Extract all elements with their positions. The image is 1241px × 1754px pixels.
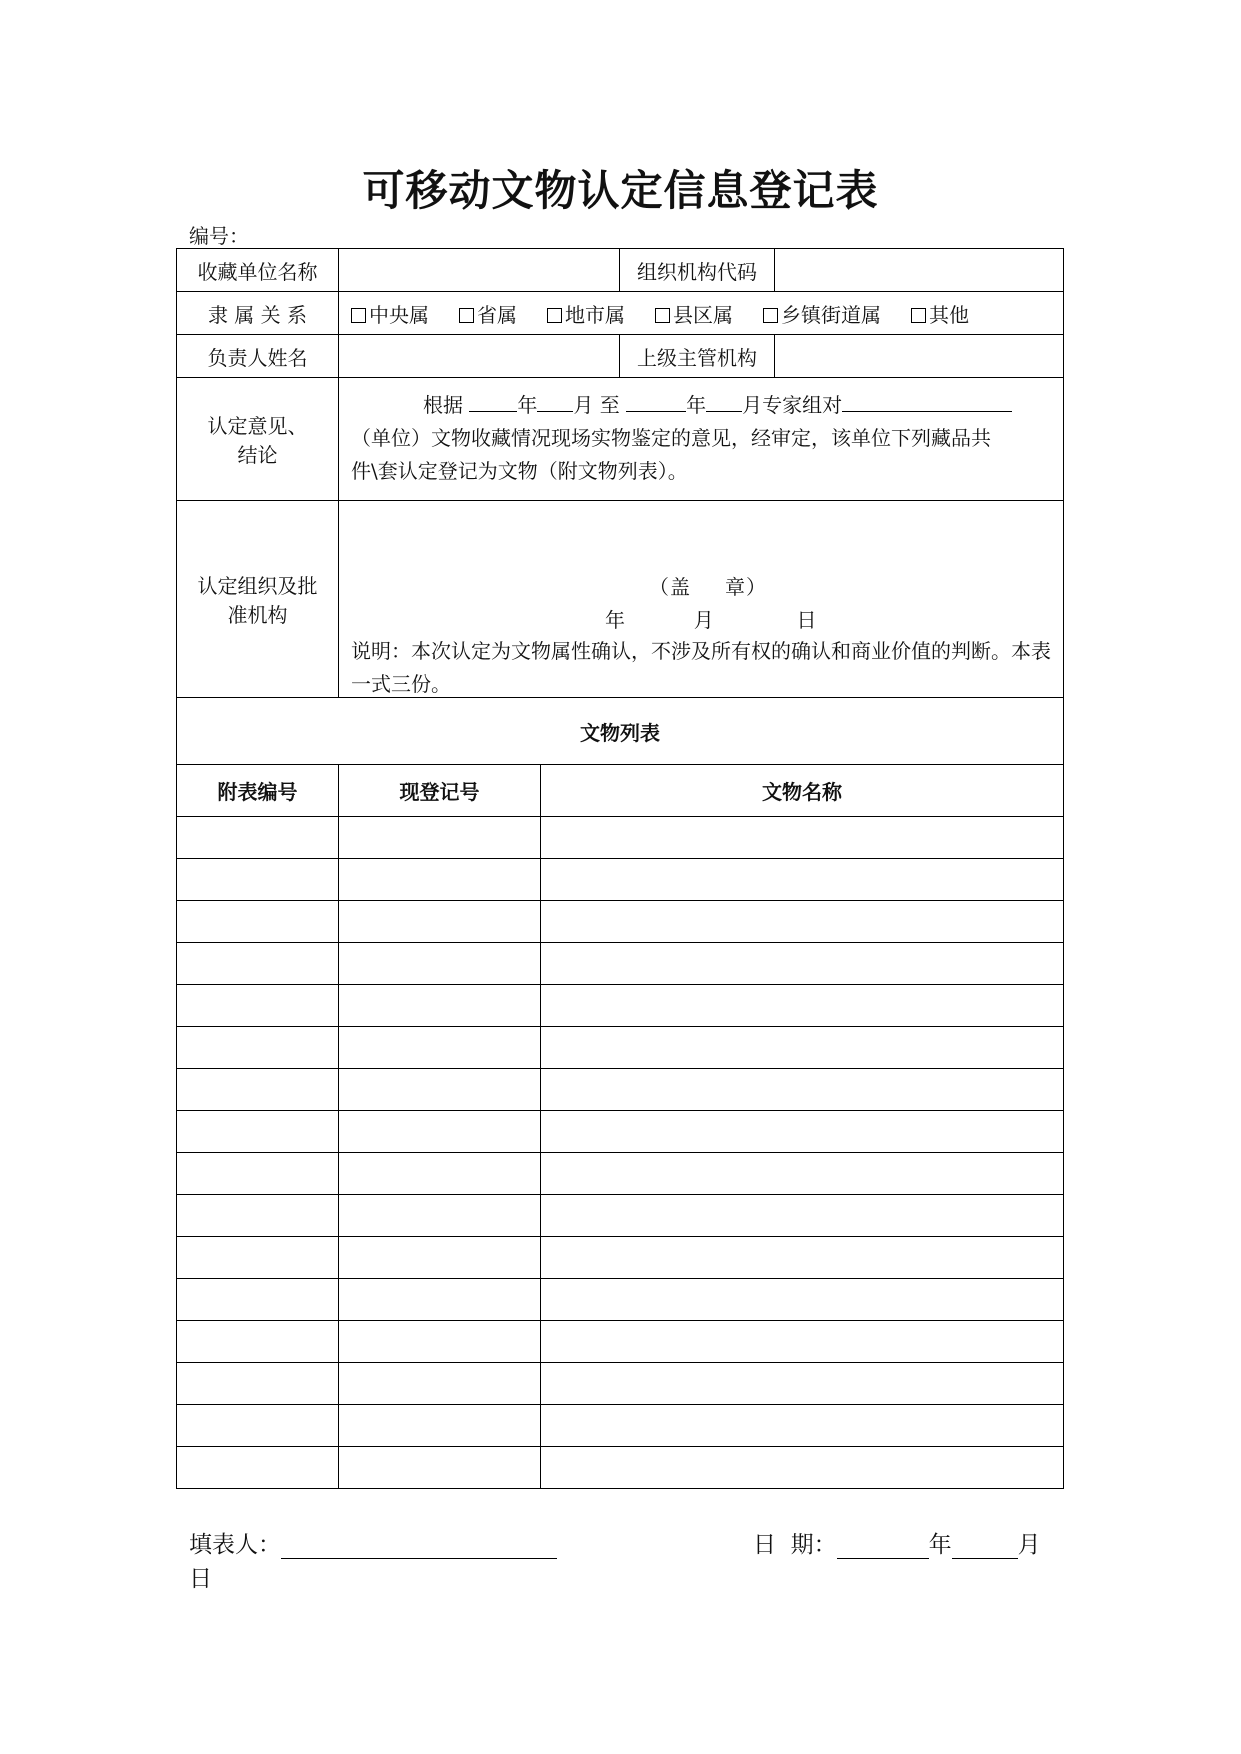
affiliation-option-city[interactable]: 地市属 bbox=[547, 299, 625, 328]
note-text: 说明：本次认定为文物属性确认，不涉及所有权的确认和商业价值的判断。本表一式三份。 bbox=[351, 639, 1051, 696]
table-row bbox=[177, 1069, 1064, 1111]
registration-no-cell[interactable] bbox=[339, 943, 541, 985]
registration-form bbox=[176, 248, 1064, 1489]
checkbox-icon[interactable] bbox=[763, 308, 778, 323]
registration-no-cell[interactable] bbox=[339, 1321, 541, 1363]
appendix-no-cell[interactable] bbox=[177, 1069, 339, 1111]
table-row bbox=[177, 1321, 1064, 1363]
year-line[interactable] bbox=[837, 1534, 929, 1559]
relic-name-cell[interactable] bbox=[541, 1069, 1064, 1111]
table-row bbox=[177, 943, 1064, 985]
seal-text: （盖 章） bbox=[649, 575, 767, 599]
registration-no-cell[interactable] bbox=[339, 1027, 541, 1069]
appendix-no-cell[interactable] bbox=[177, 1279, 339, 1321]
table-row bbox=[177, 1405, 1064, 1447]
footer-day: 日 bbox=[189, 1566, 212, 1592]
checkbox-icon[interactable] bbox=[911, 308, 926, 323]
affiliation-option-other[interactable]: 其他 bbox=[911, 299, 969, 328]
registration-no-cell[interactable] bbox=[339, 1153, 541, 1195]
month-line[interactable] bbox=[952, 1534, 1018, 1559]
doc-number-label: 编号： bbox=[189, 224, 249, 248]
appendix-no-cell[interactable] bbox=[177, 859, 339, 901]
affiliation-option-township[interactable]: 乡镇街道属 bbox=[763, 299, 881, 328]
relic-name-cell[interactable] bbox=[541, 1237, 1064, 1279]
relic-name-cell[interactable] bbox=[541, 1447, 1064, 1489]
appendix-no-cell[interactable] bbox=[177, 943, 339, 985]
table-row bbox=[177, 1447, 1064, 1489]
appendix-no-cell[interactable] bbox=[177, 1363, 339, 1405]
fill-date-field: 日 期： 年 月 bbox=[753, 1532, 1041, 1558]
blank-expert-group[interactable] bbox=[842, 391, 1012, 412]
org-code-field[interactable] bbox=[775, 249, 1064, 292]
approval-label: 认定组织及批 准机构 bbox=[177, 501, 339, 698]
registration-no-cell[interactable] bbox=[339, 1279, 541, 1321]
col-header-relic-name: 文物名称 bbox=[541, 765, 1064, 817]
blank-month[interactable] bbox=[537, 391, 573, 412]
appendix-no-cell[interactable] bbox=[177, 1321, 339, 1363]
registration-no-cell[interactable] bbox=[339, 1069, 541, 1111]
leader-field[interactable] bbox=[339, 335, 620, 378]
relic-name-cell[interactable] bbox=[541, 901, 1064, 943]
page-title: 可移动文物认定信息登记表 bbox=[362, 166, 879, 215]
approval-cell bbox=[339, 501, 1064, 698]
appendix-no-cell[interactable] bbox=[177, 1027, 339, 1069]
relic-name-cell[interactable] bbox=[541, 1363, 1064, 1405]
table-row bbox=[177, 1027, 1064, 1069]
superior-label: 上级主管机构 bbox=[620, 335, 775, 378]
checkbox-icon[interactable] bbox=[655, 308, 670, 323]
table-row bbox=[177, 817, 1064, 859]
opinion-label: 认定意见、 结论 bbox=[177, 378, 339, 501]
opinion-cell bbox=[339, 378, 1064, 501]
table-row bbox=[177, 901, 1064, 943]
appendix-no-cell[interactable] bbox=[177, 1111, 339, 1153]
appendix-no-cell[interactable] bbox=[177, 901, 339, 943]
table-row bbox=[177, 1237, 1064, 1279]
checkbox-icon[interactable] bbox=[459, 308, 474, 323]
affiliation-options bbox=[339, 292, 1064, 335]
appendix-no-cell[interactable] bbox=[177, 985, 339, 1027]
relic-name-cell[interactable] bbox=[541, 1111, 1064, 1153]
appendix-no-cell[interactable] bbox=[177, 1195, 339, 1237]
blank-year[interactable] bbox=[469, 391, 517, 412]
table-row bbox=[177, 1111, 1064, 1153]
table-row bbox=[177, 985, 1064, 1027]
org-code-label: 组织机构代码 bbox=[620, 249, 775, 292]
registration-no-cell[interactable] bbox=[339, 817, 541, 859]
superior-field[interactable] bbox=[775, 335, 1064, 378]
registration-no-cell[interactable] bbox=[339, 1363, 541, 1405]
table-row bbox=[177, 1195, 1064, 1237]
col-header-appendix-no: 附表编号 bbox=[177, 765, 339, 817]
relic-name-cell[interactable] bbox=[541, 859, 1064, 901]
relic-name-cell[interactable] bbox=[541, 1405, 1064, 1447]
registration-no-cell[interactable] bbox=[339, 1447, 541, 1489]
blank-year-2[interactable] bbox=[626, 391, 686, 412]
registration-no-cell[interactable] bbox=[339, 859, 541, 901]
table-row bbox=[177, 1153, 1064, 1195]
appendix-no-cell[interactable] bbox=[177, 817, 339, 859]
opinion-text: 根据 年 月 至 年 月专家组对 （单位）文物收藏情况现场实物鉴定的意见，经审定，该单位下列藏品共 件\套认定登记为文物（附文物列表）。 bbox=[339, 381, 1063, 498]
relic-name-cell[interactable] bbox=[541, 943, 1064, 985]
relic-name-cell[interactable] bbox=[541, 1153, 1064, 1195]
appendix-no-cell[interactable] bbox=[177, 1447, 339, 1489]
collector-field[interactable] bbox=[339, 249, 620, 292]
relic-name-cell[interactable] bbox=[541, 1195, 1064, 1237]
table-row bbox=[177, 1363, 1064, 1405]
relic-name-cell[interactable] bbox=[541, 1027, 1064, 1069]
table-row bbox=[177, 1279, 1064, 1321]
filler-line[interactable] bbox=[281, 1534, 557, 1559]
appendix-no-cell[interactable] bbox=[177, 1237, 339, 1279]
affiliation-option-province[interactable]: 省属 bbox=[459, 299, 517, 328]
checkbox-icon[interactable] bbox=[351, 308, 366, 323]
appendix-no-cell[interactable] bbox=[177, 1153, 339, 1195]
affiliation-option-county[interactable]: 县区属 bbox=[655, 299, 733, 328]
table-row bbox=[177, 859, 1064, 901]
relic-name-cell[interactable] bbox=[541, 817, 1064, 859]
relic-name-cell[interactable] bbox=[541, 985, 1064, 1027]
relic-name-cell[interactable] bbox=[541, 1321, 1064, 1363]
checkbox-icon[interactable] bbox=[547, 308, 562, 323]
registration-no-cell[interactable] bbox=[339, 1111, 541, 1153]
col-header-registration-no: 现登记号 bbox=[339, 765, 541, 817]
registration-no-cell[interactable] bbox=[339, 1237, 541, 1279]
appendix-no-cell[interactable] bbox=[177, 1405, 339, 1447]
registration-no-cell[interactable] bbox=[339, 1405, 541, 1447]
list-title: 文物列表 bbox=[177, 698, 1064, 765]
leader-label: 负责人姓名 bbox=[177, 335, 339, 378]
collector-label: 收藏单位名称 bbox=[177, 249, 339, 292]
registration-no-cell[interactable] bbox=[339, 1195, 541, 1237]
affiliation-option-central[interactable]: 中央属 bbox=[351, 299, 429, 328]
relic-name-cell[interactable] bbox=[541, 1279, 1064, 1321]
filler-field: 填表人： bbox=[189, 1526, 557, 1559]
affiliation-label: 隶 属 关 系 bbox=[177, 292, 339, 335]
approval-date: 年 月 日 bbox=[605, 608, 817, 632]
registration-no-cell[interactable] bbox=[339, 901, 541, 943]
blank-month-2[interactable] bbox=[706, 391, 742, 412]
relic-list-body bbox=[177, 817, 1064, 1489]
registration-no-cell[interactable] bbox=[339, 985, 541, 1027]
